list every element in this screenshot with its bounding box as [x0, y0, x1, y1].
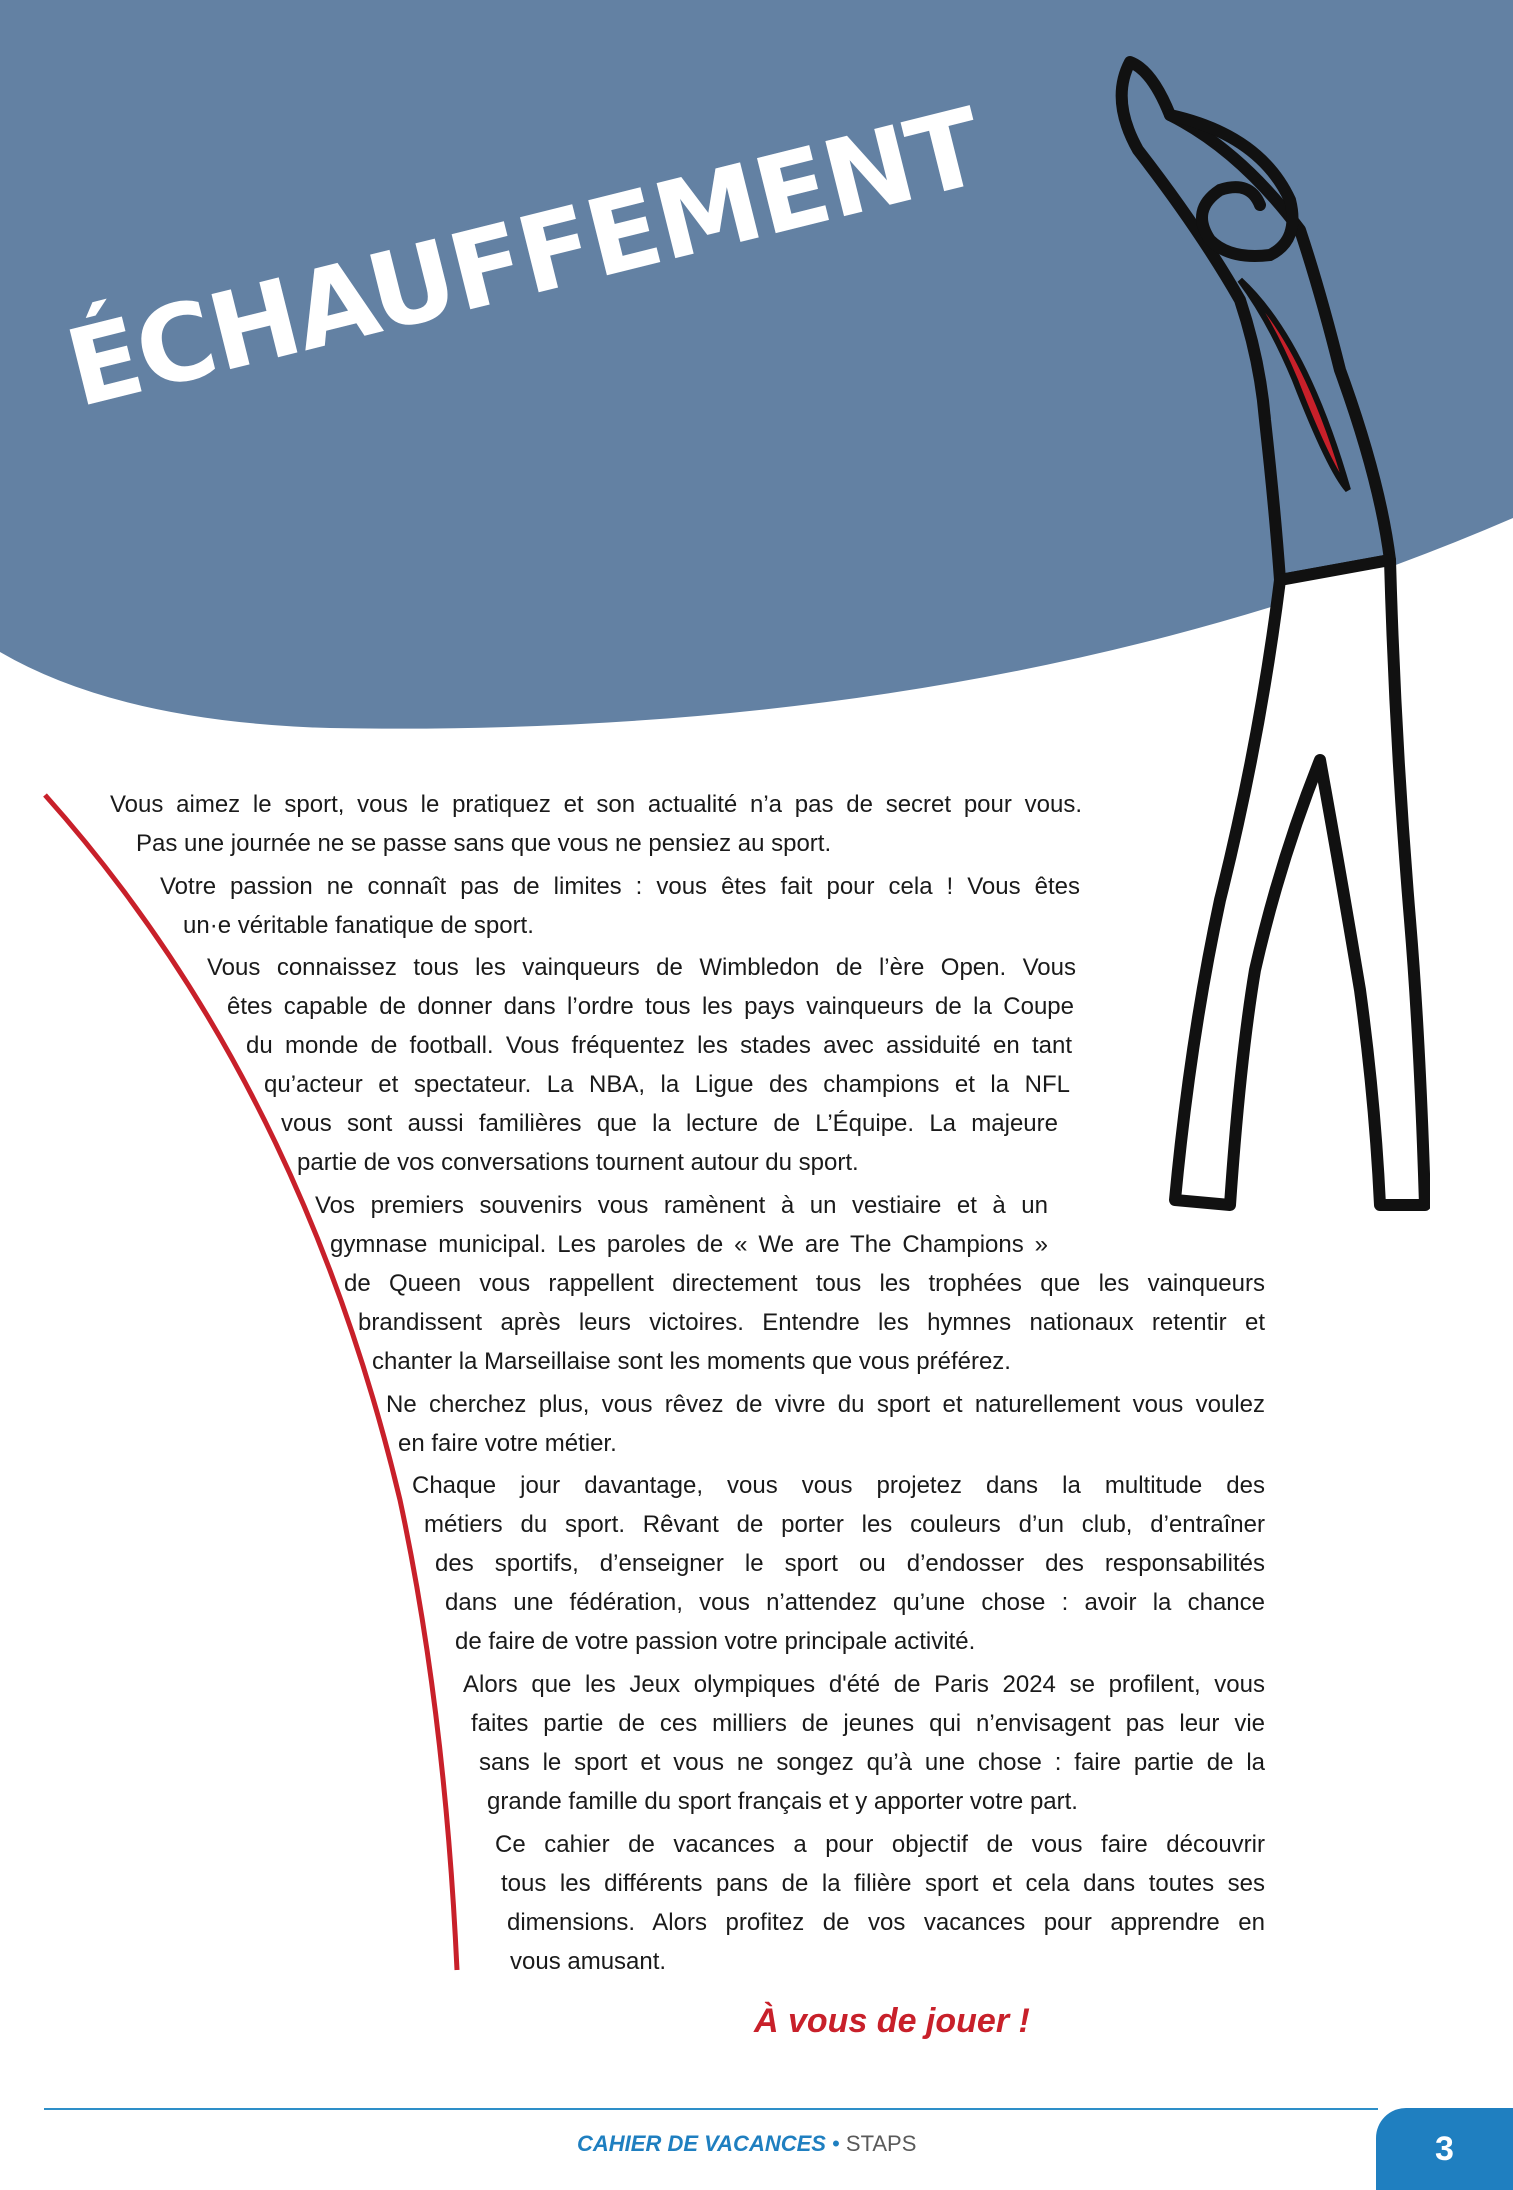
body-line: Pas une journée ne se passe sans que vous ne pensiez au sport.	[136, 830, 832, 857]
page-number: 3	[1376, 2108, 1513, 2190]
body-line: vous amusant.	[510, 1948, 667, 1975]
body-line: Vous connaissez tous les vainqueurs de Wimbledon de l’ère Open. Vous	[207, 954, 1076, 981]
body-line: Vous aimez le sport, vous le pratiquez et son actualité n’a pas de secret pour vous.	[110, 791, 1082, 818]
body-line: du monde de football. Vous fréquentez les stades avec assiduité en tant	[246, 1032, 1072, 1059]
call-to-action: À vous de jouer !	[754, 2002, 1030, 2040]
footer-rule	[44, 2108, 1378, 2110]
body-line: gymnase municipal. Les paroles de « We are The Champions »	[330, 1231, 1048, 1258]
body-line: sans le sport et vous ne songez qu’à une chose : faire partie de la	[479, 1749, 1265, 1776]
body-line: Ce cahier de vacances a pour objectif de vous faire découvrir	[495, 1831, 1265, 1858]
body-line: faites partie de ces milliers de jeunes qui n’envisagent pas leur vie	[471, 1710, 1265, 1737]
body-line: Ne cherchez plus, vous rêvez de vivre du sport et naturellement vous voulez	[386, 1391, 1265, 1418]
stretching-athlete-icon	[1090, 40, 1430, 1220]
body-line: chanter la Marseillaise sont les moments que vous préférez.	[372, 1348, 1011, 1375]
body-line: partie de vos conversations tournent autour du sport.	[297, 1149, 859, 1176]
body-line: des sportifs, d’enseigner le sport ou d’endosser des responsabilités	[435, 1550, 1265, 1577]
body-line: de Queen vous rappellent directement tous les trophées que les vainqueurs	[344, 1270, 1265, 1297]
body-line: tous les différents pans de la filière sport et cela dans toutes ses	[501, 1870, 1265, 1897]
body-line: qu’acteur et spectateur. La NBA, la Ligue des champions et la NFL	[264, 1071, 1070, 1098]
footer-subject: STAPS	[845, 2131, 917, 2156]
body-line: de faire de votre passion votre principale activité.	[455, 1628, 976, 1655]
footer-label	[577, 2131, 916, 2157]
body-line: dimensions. Alors profitez de vos vacances pour apprendre en	[507, 1909, 1265, 1936]
body-line: Vos premiers souvenirs vous ramènent à un vestiaire et à un	[315, 1192, 1048, 1219]
body-line: dans une fédération, vous n’attendez qu’une chose : avoir la chance	[445, 1589, 1265, 1616]
body-line: Chaque jour davantage, vous vous projetez dans la multitude des	[412, 1472, 1265, 1499]
body-line: brandissent après leurs victoires. Entendre les hymnes nationaux retentir et	[358, 1309, 1265, 1336]
body-line: un·e véritable fanatique de sport.	[183, 912, 534, 939]
body-line: vous sont aussi familières que la lecture de L’Équipe. La majeure	[281, 1110, 1058, 1137]
footer-title: CAHIER DE VACANCES	[577, 2131, 826, 2156]
body-line: êtes capable de donner dans l’ordre tous les pays vainqueurs de la Coupe	[227, 993, 1074, 1020]
page-title: ÉCHAUFFEMENT	[55, 85, 993, 432]
body-line: grande famille du sport français et y apporter votre part.	[487, 1788, 1078, 1815]
body-line: métiers du sport. Rêvant de porter les couleurs d’un club, d’entraîner	[424, 1511, 1265, 1538]
body-line: en faire votre métier.	[398, 1430, 617, 1457]
body-line: Alors que les Jeux olympiques d'été de Paris 2024 se profilent, vous	[463, 1671, 1265, 1698]
footer-separator: •	[832, 2131, 840, 2156]
body-line: Votre passion ne connaît pas de limites : vous êtes fait pour cela ! Vous êtes	[160, 873, 1080, 900]
